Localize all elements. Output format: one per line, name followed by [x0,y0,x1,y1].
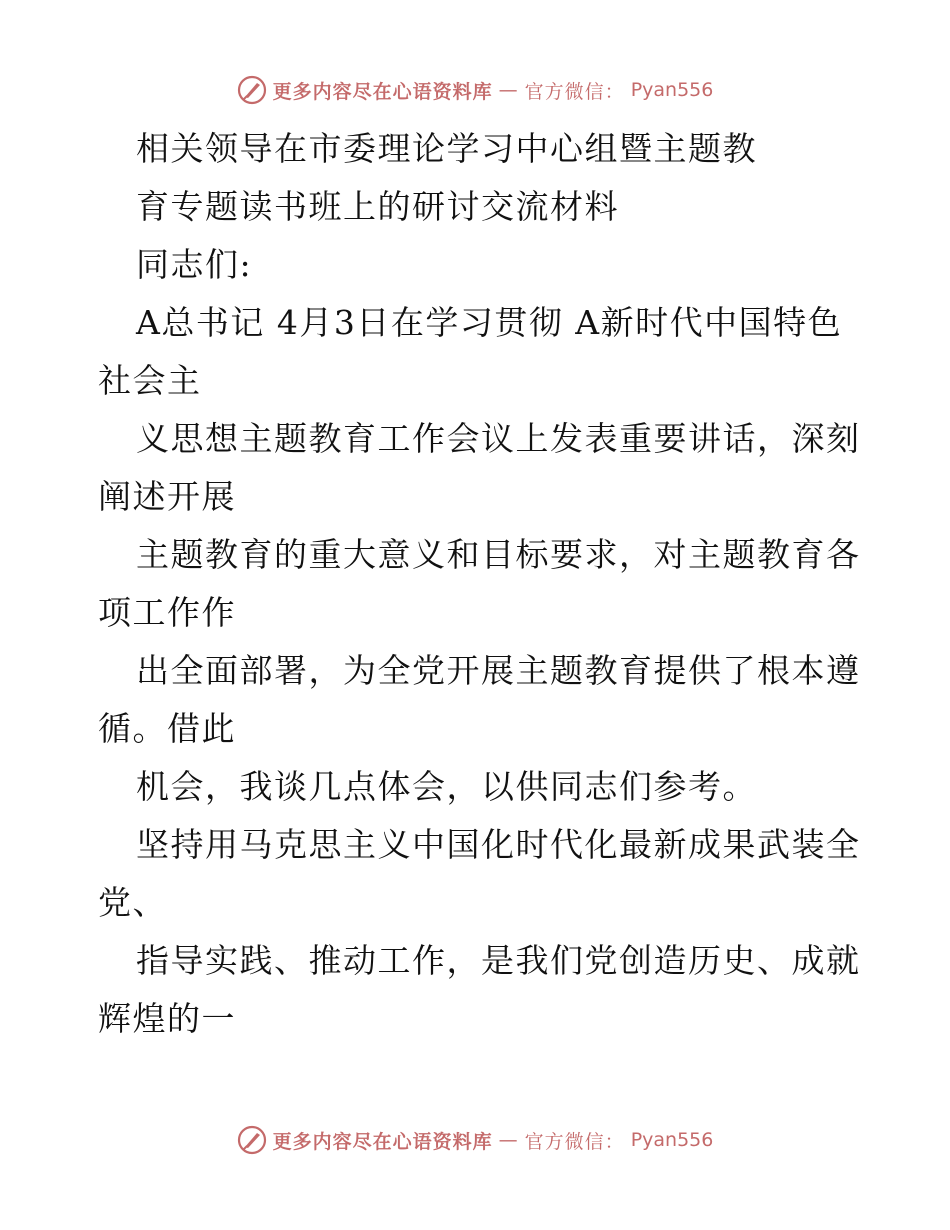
watermark-separator: — [498,79,519,101]
document-line: 同志们: [136,245,253,284]
document-line: 辉煌的一 [98,999,236,1038]
document-line: 社会主 [98,361,202,400]
document-line: 义思想主题教育工作会议上发表重要讲话，深刻 [136,419,861,458]
document-line: 育专题读书班上的研讨交流材料 [136,187,619,226]
watermark-sub-text: 官方微信： [524,80,625,103]
document-line: 党、 [98,883,167,922]
watermark-main-text: 更多内容尽在心语资料库 [272,80,493,103]
document-line: A总书记 4月3日在学习贯彻 A新时代中国特色 [136,303,843,342]
document-line: 循。借此 [98,709,236,748]
header-watermark [0,70,950,110]
document-line: 项工作作 [98,593,236,632]
watermark-account: Pyan556 [630,1129,714,1151]
document-line: 相关领导在市委理论学习中心组暨主题教 [136,129,757,168]
document-line: 指导实践、推动工作，是我们党创造历史、成就 [136,941,861,980]
document-line: 阐述开展 [98,477,236,516]
footer-watermark [0,1120,950,1160]
watermark-sub-text: 官方微信： [524,1130,625,1153]
watermark-account: Pyan556 [630,79,714,101]
document-body [98,120,861,1048]
document-line: 主题教育的重大意义和目标要求，对主题教育各 [136,535,861,574]
quill-logo-icon [237,75,267,105]
watermark-main-text: 更多内容尽在心语资料库 [272,1130,493,1153]
quill-logo-icon [237,1125,267,1155]
document-line: 出全面部署，为全党开展主题教育提供了根本遵 [136,651,861,690]
document-line: 机会，我谈几点体会，以供同志们参考。 [136,767,757,806]
watermark-separator: — [498,1129,519,1151]
document-line: 坚持用马克思主义中国化时代化最新成果武装全 [136,825,861,864]
